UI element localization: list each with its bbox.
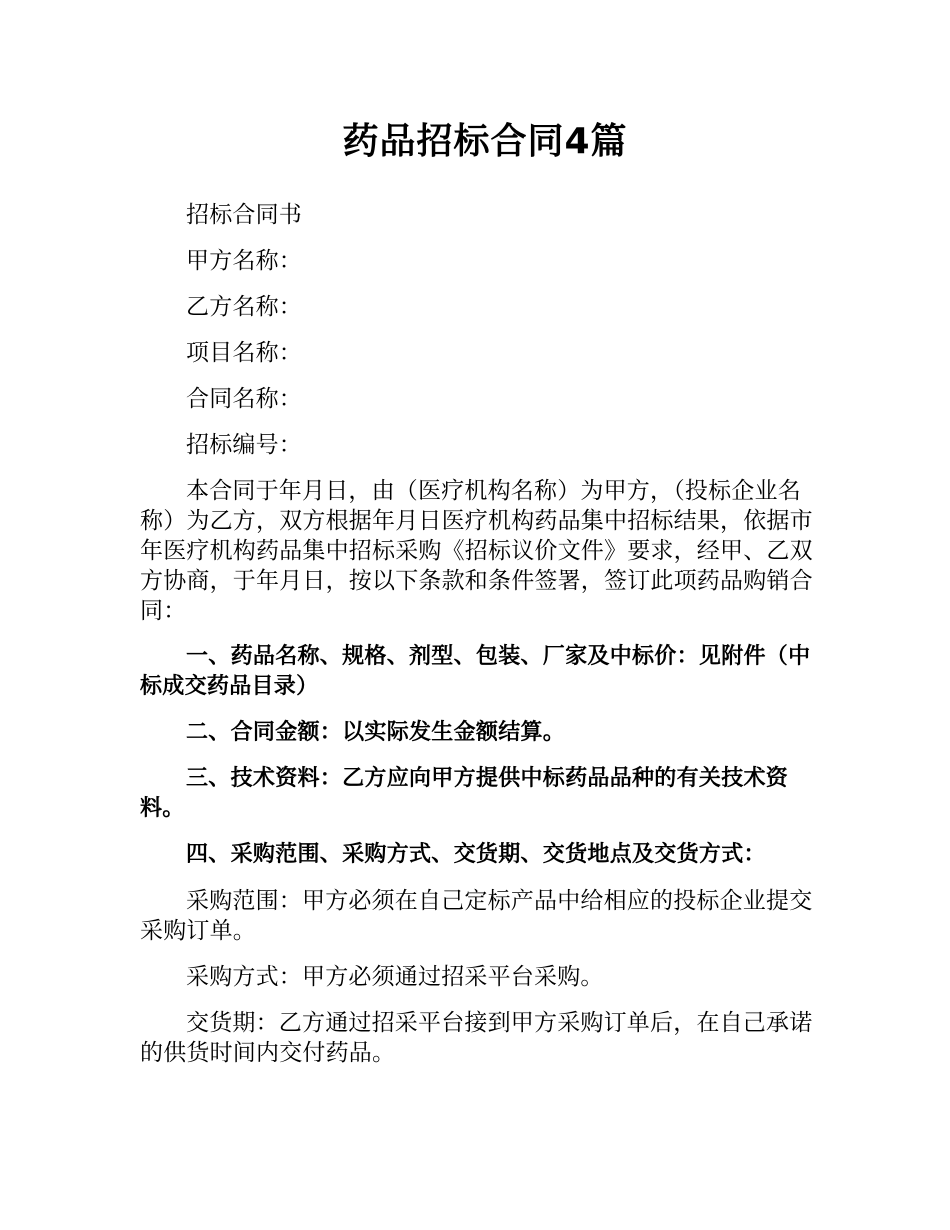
paragraph-tender-number: 招标编号： xyxy=(186,432,302,458)
paragraph-procurement-method: 采购方式：甲方必须通过招采平台采购。 xyxy=(186,964,604,990)
paragraph-section-1: 一、药品名称、规格、剂型、包装、厂家及中标价：见附件（中标成交药品目录） xyxy=(140,644,811,699)
paragraph-contract-name: 合同名称： xyxy=(186,386,302,412)
document-body xyxy=(140,200,830,1084)
paragraph-procurement-scope: 采购范围：甲方必须在自己定标产品中给相应的投标企业提交采购订单。 xyxy=(140,888,813,944)
paragraph-contract-intro: 本合同于年月日，由（医疗机构名称）为甲方，（投标企业名称）为乙方，双方根据年月日医疗机构药品集中招标结果，依据市年医疗机构药品集中招标采购《招标议价文件》要求，经甲、乙双方协商，于年月日，按以下条款和条件签署，签订此项药品购销合同： xyxy=(140,478,813,624)
paragraph-section-4: 四、采购范围、采购方式、交货期、交货地点及交货方式： xyxy=(186,842,766,867)
document-title: 药品招标合同4篇 xyxy=(342,121,628,162)
paragraph-project-name: 项目名称： xyxy=(186,340,302,366)
paragraph-party-a: 甲方名称： xyxy=(186,248,302,274)
paragraph-section-2: 二、合同金额：以实际发生金额结算。 xyxy=(186,720,566,745)
paragraph-delivery-period: 交货期：乙方通过招采平台接到甲方采购订单后，在自己承诺的供货时间内交付药品。 xyxy=(140,1010,813,1066)
paragraph-contract-heading: 招标合同书 xyxy=(186,202,302,228)
paragraph-party-b: 乙方名称： xyxy=(186,294,302,320)
paragraph-section-3: 三、技术资料：乙方应向甲方提供中标药品品种的有关技术资料。 xyxy=(140,766,789,821)
